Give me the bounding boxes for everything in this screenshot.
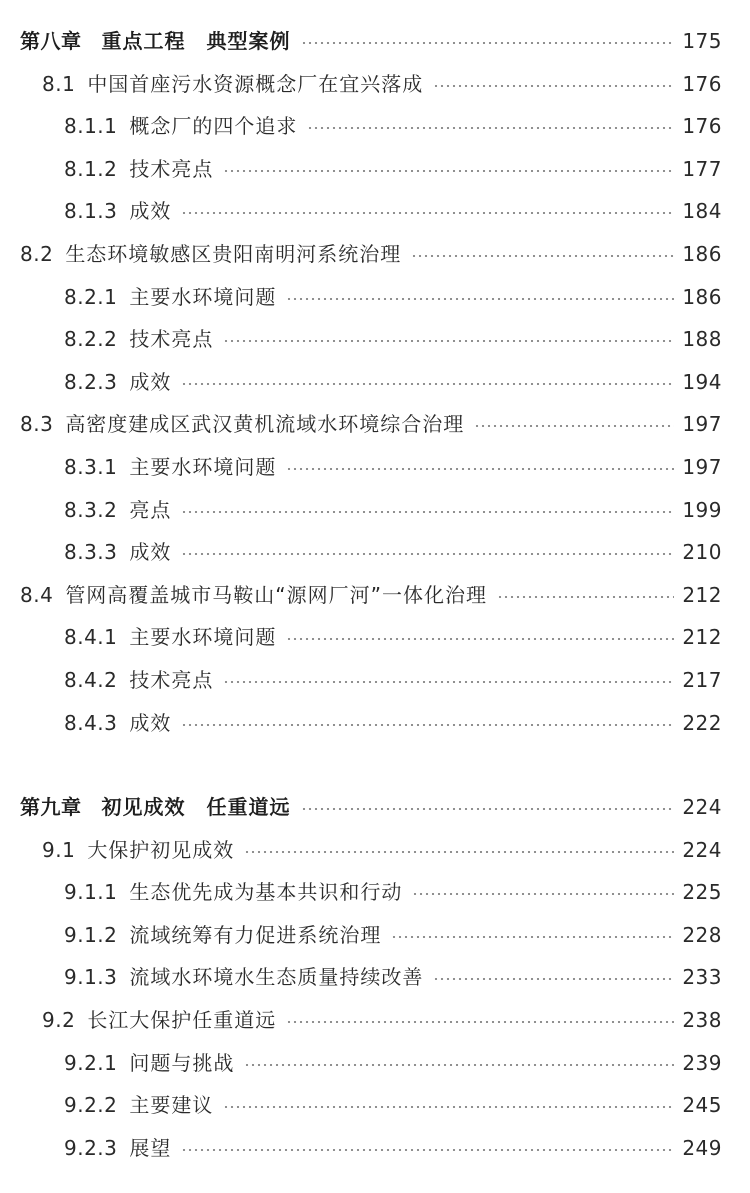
toc-subsection-entry bbox=[0, 1090, 722, 1120]
toc-section-entry bbox=[0, 580, 722, 610]
toc-entry-number: 9.1.3 bbox=[64, 965, 118, 990]
toc-dot-leader bbox=[391, 936, 674, 938]
toc-entry-title: 问题与挑战 bbox=[129, 1050, 235, 1075]
toc-entry-title: 成效 bbox=[129, 369, 172, 394]
toc-chapter-entry bbox=[0, 792, 722, 822]
toc-page-number: 212 bbox=[682, 625, 722, 650]
toc-page-number: 175 bbox=[682, 29, 722, 53]
toc-entry-title: 技术亮点 bbox=[129, 327, 214, 352]
toc-entry-number: 9.2.1 bbox=[64, 1050, 118, 1075]
toc-dot-leader bbox=[223, 681, 674, 683]
toc-page-number: 249 bbox=[682, 1135, 722, 1160]
toc-dot-leader bbox=[244, 1064, 674, 1066]
toc-page-number: 222 bbox=[682, 710, 722, 735]
toc-entry-title: 主要水环境问题 bbox=[129, 284, 277, 309]
toc-entry-title: 生态优先成为基本共识和行动 bbox=[129, 880, 403, 905]
toc-subsection-entry bbox=[0, 452, 722, 482]
toc-entry-number: 9.2 bbox=[42, 1008, 76, 1032]
toc-page-number: 184 bbox=[682, 199, 722, 224]
toc-dot-leader bbox=[286, 1021, 674, 1023]
toc-entry-title: 管网高覆盖城市马鞍山“源网厂河”一体化治理 bbox=[65, 582, 488, 607]
toc-entry-number: 9.1.2 bbox=[64, 922, 118, 947]
toc-dot-leader bbox=[307, 127, 674, 129]
toc-entry-number: 8.2.2 bbox=[64, 327, 118, 352]
toc-entry-number: 9.2.3 bbox=[64, 1135, 118, 1160]
toc-page-number: 177 bbox=[682, 156, 722, 181]
toc-page-number: 186 bbox=[682, 284, 722, 309]
toc-entry-number: 8.3.3 bbox=[64, 540, 118, 565]
toc-entry-number: 8.4.3 bbox=[64, 710, 118, 735]
toc-dot-leader bbox=[497, 596, 674, 598]
toc-dot-leader bbox=[181, 212, 674, 214]
toc-dot-leader bbox=[286, 468, 674, 470]
toc-entry-title: 初见成效 任重道远 bbox=[101, 795, 291, 819]
toc-entry-title: 高密度建成区武汉黄机流域水环境综合治理 bbox=[65, 412, 465, 437]
toc-subsection-entry bbox=[0, 282, 722, 312]
toc-chapter-entry bbox=[0, 26, 722, 56]
toc-entry-title: 流域统筹有力促进系统治理 bbox=[129, 922, 382, 947]
toc-entry-title: 大保护初见成效 bbox=[87, 837, 235, 862]
toc-dot-leader bbox=[244, 851, 674, 853]
toc-page-number: 224 bbox=[682, 795, 722, 819]
toc-page-number: 239 bbox=[682, 1050, 722, 1075]
toc-page-number: 224 bbox=[682, 837, 722, 862]
toc-section-entry bbox=[0, 835, 722, 865]
toc-subsection-entry bbox=[0, 1048, 722, 1078]
toc-subsection-entry bbox=[0, 877, 722, 907]
toc-dot-leader bbox=[286, 298, 674, 300]
toc-dot-leader bbox=[433, 978, 674, 980]
toc-dot-leader bbox=[181, 1149, 674, 1151]
toc-page-number: 186 bbox=[682, 242, 722, 266]
toc-page-number: 210 bbox=[682, 540, 722, 565]
toc-subsection-entry bbox=[0, 1133, 722, 1163]
toc-entry-title: 重点工程 典型案例 bbox=[101, 29, 291, 53]
toc-page-number: 233 bbox=[682, 965, 722, 990]
toc-entry-number: 8.2 bbox=[20, 242, 54, 266]
toc-page-number: 188 bbox=[682, 327, 722, 352]
toc-entry-title: 概念厂的四个追求 bbox=[129, 114, 298, 139]
toc-subsection-entry bbox=[0, 537, 722, 567]
toc-entry-number: 8.1.2 bbox=[64, 156, 118, 181]
toc-page-number: 199 bbox=[682, 497, 722, 522]
toc-page-number: 212 bbox=[682, 582, 722, 607]
toc-entry-number: 8.2.1 bbox=[64, 284, 118, 309]
toc-section-entry bbox=[0, 239, 722, 269]
toc-subsection-entry bbox=[0, 708, 722, 738]
toc-dot-leader bbox=[223, 170, 674, 172]
toc-subsection-entry bbox=[0, 154, 722, 184]
toc-entry-number: 第八章 bbox=[20, 29, 82, 53]
toc-dot-leader bbox=[181, 724, 674, 726]
toc-entry-number: 8.1 bbox=[42, 71, 76, 96]
toc-page-number: 238 bbox=[682, 1008, 722, 1032]
toc-entry-title: 长江大保护任重道远 bbox=[87, 1008, 277, 1032]
toc-dot-leader bbox=[223, 1106, 674, 1108]
toc-entry-number: 8.4.2 bbox=[64, 668, 118, 692]
toc-dot-leader bbox=[286, 638, 674, 640]
toc-page-number: 217 bbox=[682, 668, 722, 692]
toc-entry-number: 8.4 bbox=[20, 582, 54, 607]
toc-entry-title: 主要水环境问题 bbox=[129, 625, 277, 650]
toc-entry-number: 8.1.3 bbox=[64, 199, 118, 224]
toc-dot-leader bbox=[301, 808, 675, 810]
toc-section-entry bbox=[0, 69, 722, 99]
toc-dot-leader bbox=[412, 893, 674, 895]
toc-entry-title: 亮点 bbox=[129, 497, 172, 522]
toc-dot-leader bbox=[301, 42, 675, 44]
toc-entry-title: 成效 bbox=[129, 710, 172, 735]
toc-entry-title: 生态环境敏感区贵阳南明河系统治理 bbox=[65, 242, 402, 266]
toc-entry-number: 8.3.1 bbox=[64, 455, 118, 479]
toc-subsection-entry bbox=[0, 196, 722, 226]
toc-subsection-entry bbox=[0, 622, 722, 652]
toc-spacer bbox=[82, 792, 102, 822]
toc-page-number: 197 bbox=[682, 455, 722, 479]
toc-entry-number: 9.1 bbox=[42, 837, 76, 862]
toc-entry-number: 8.1.1 bbox=[64, 114, 118, 139]
toc-entry-number: 8.3.2 bbox=[64, 497, 118, 522]
toc-dot-leader bbox=[181, 383, 674, 385]
toc-entry-number: 第九章 bbox=[20, 795, 82, 819]
toc-dot-leader bbox=[223, 340, 674, 342]
toc-subsection-entry bbox=[0, 324, 722, 354]
toc-section-entry bbox=[0, 409, 722, 439]
toc-page-number: 225 bbox=[682, 880, 722, 905]
toc-entry-title: 中国首座污水资源概念厂在宜兴落成 bbox=[87, 71, 424, 96]
toc-entry-title: 技术亮点 bbox=[129, 156, 214, 181]
toc-subsection-entry bbox=[0, 367, 722, 397]
toc-entry-title: 成效 bbox=[129, 540, 172, 565]
toc-page-number: 228 bbox=[682, 922, 722, 947]
toc-section-entry bbox=[0, 1005, 722, 1035]
toc-entry-title: 主要建议 bbox=[129, 1093, 214, 1118]
toc-entry-number: 8.3 bbox=[20, 412, 54, 437]
toc-spacer bbox=[82, 26, 102, 56]
toc-dot-leader bbox=[433, 85, 674, 87]
toc-subsection-entry bbox=[0, 665, 722, 695]
toc-entry-title: 流域水环境水生态质量持续改善 bbox=[129, 965, 424, 990]
toc-entry-number: 9.1.1 bbox=[64, 880, 118, 905]
toc-entry-title: 主要水环境问题 bbox=[129, 455, 277, 479]
toc-dot-leader bbox=[411, 255, 674, 257]
toc-entry-title: 成效 bbox=[129, 199, 172, 224]
toc-subsection-entry bbox=[0, 962, 722, 992]
toc-subsection-entry bbox=[0, 920, 722, 950]
toc-page-number: 176 bbox=[682, 114, 722, 139]
toc-entry-number: 8.4.1 bbox=[64, 625, 118, 650]
toc-entry-title: 技术亮点 bbox=[129, 668, 214, 692]
toc-entry-title: 展望 bbox=[129, 1135, 172, 1160]
toc-entry-number: 8.2.3 bbox=[64, 369, 118, 394]
toc-dot-leader bbox=[181, 553, 674, 555]
toc-dot-leader bbox=[474, 425, 674, 427]
toc-entry-number: 9.2.2 bbox=[64, 1093, 118, 1118]
toc-dot-leader bbox=[181, 511, 674, 513]
toc-subsection-entry bbox=[0, 495, 722, 525]
toc-page-number: 245 bbox=[682, 1093, 722, 1118]
toc-page-number: 176 bbox=[682, 71, 722, 96]
toc-page-number: 197 bbox=[682, 412, 722, 437]
toc-subsection-entry bbox=[0, 111, 722, 141]
toc-page-number: 194 bbox=[682, 369, 722, 394]
